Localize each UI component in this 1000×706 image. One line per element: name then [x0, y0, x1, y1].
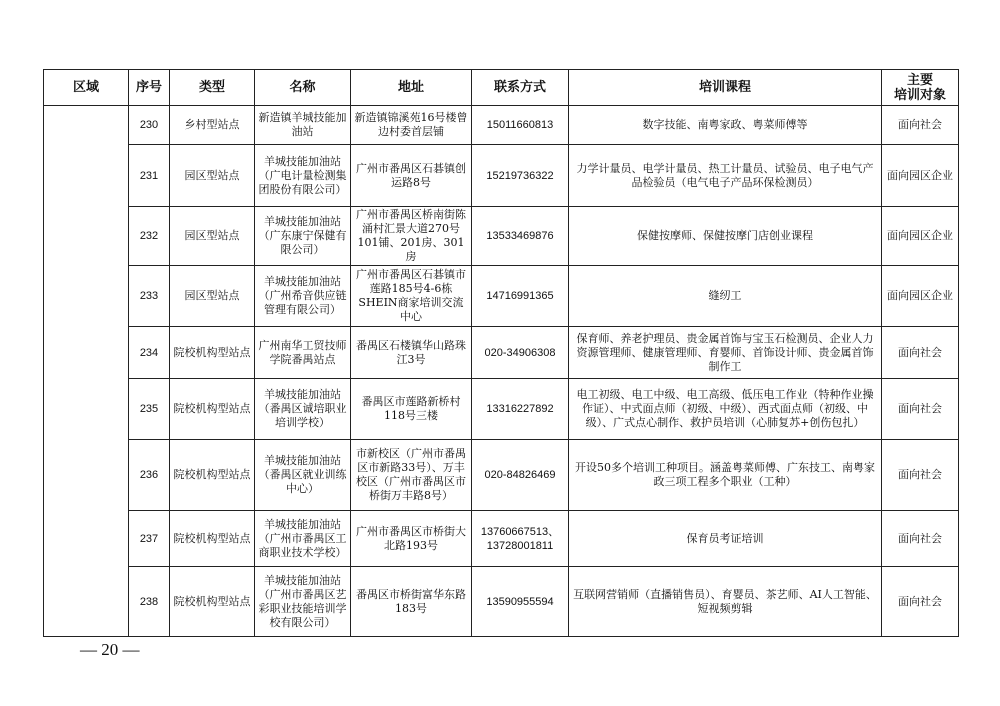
row-contact: 15219736322 [472, 145, 569, 207]
row-type: 院校机构型站点 [170, 440, 255, 511]
training-sites-table [43, 69, 959, 637]
row-target: 面向园区企业 [882, 266, 959, 327]
row-address: 番禺区市莲路新桥村118号三楼 [351, 379, 472, 440]
row-seq: 231 [129, 145, 170, 207]
row-address: 广州市番禺区石碁镇创运路8号 [351, 145, 472, 207]
row-type: 园区型站点 [170, 266, 255, 327]
row-name: 羊城技能加油站（广电计量检测集团股份有限公司） [255, 145, 351, 207]
table-row [44, 567, 959, 637]
header-contact: 联系方式 [472, 70, 569, 106]
row-seq: 232 [129, 207, 170, 266]
row-name: 羊城技能加油站（广州市番禺区工商职业技术学校） [255, 511, 351, 567]
row-contact: 13590955594 [472, 567, 569, 637]
row-target: 面向社会 [882, 327, 959, 379]
row-contact: 15011660813 [472, 106, 569, 145]
row-address: 番禺区石楼镇华山路珠江3号 [351, 327, 472, 379]
row-address: 广州市番禺区桥南街陈涌村汇景大道270号101铺、201房、301房 [351, 207, 472, 266]
row-type: 院校机构型站点 [170, 511, 255, 567]
row-contact: 13533469876 [472, 207, 569, 266]
row-seq: 236 [129, 440, 170, 511]
row-name: 羊城技能加油站（广州市番禺区艺彩职业技能培训学校有限公司） [255, 567, 351, 637]
page-number: — 20 — [80, 640, 140, 659]
row-type: 院校机构型站点 [170, 379, 255, 440]
row-address: 番禺区市桥街富华东路183号 [351, 567, 472, 637]
row-name: 羊城技能加油站（番禺区诚培职业培训学校） [255, 379, 351, 440]
row-target: 面向社会 [882, 440, 959, 511]
table-row [44, 379, 959, 440]
table-row [44, 106, 959, 145]
row-course: 数字技能、南粤家政、粤菜师傅等 [569, 106, 882, 145]
row-course: 开设50多个培训工种项目。涵盖粤菜师傅、广东技工、南粤家政三项工程多个职业（工种） [569, 440, 882, 511]
row-course: 互联网营销师（直播销售员）、育婴员、茶艺师、AI人工智能、短视频剪辑 [569, 567, 882, 637]
table-row [44, 207, 959, 266]
region-cell [44, 106, 129, 637]
row-seq: 235 [129, 379, 170, 440]
row-seq: 230 [129, 106, 170, 145]
header-seq: 序号 [129, 70, 170, 106]
row-type: 园区型站点 [170, 207, 255, 266]
row-type: 院校机构型站点 [170, 567, 255, 637]
row-type: 园区型站点 [170, 145, 255, 207]
header-type: 类型 [170, 70, 255, 106]
row-name: 广州南华工贸技师学院番禺站点 [255, 327, 351, 379]
table-row [44, 327, 959, 379]
row-target: 面向社会 [882, 106, 959, 145]
header-target: 主要 培训对象 [882, 70, 959, 106]
row-target: 面向社会 [882, 567, 959, 637]
row-seq: 234 [129, 327, 170, 379]
row-name: 羊城技能加油站（广东康宁保健有限公司） [255, 207, 351, 266]
row-address: 广州市番禺区市桥街大北路193号 [351, 511, 472, 567]
row-contact: 13316227892 [472, 379, 569, 440]
row-type: 院校机构型站点 [170, 327, 255, 379]
row-name: 新造镇羊城技能加油站 [255, 106, 351, 145]
row-seq: 237 [129, 511, 170, 567]
table-row [44, 145, 959, 207]
row-type: 乡村型站点 [170, 106, 255, 145]
table-row [44, 511, 959, 567]
row-name: 羊城技能加油站（番禺区就业训练中心） [255, 440, 351, 511]
row-name: 羊城技能加油站（广州希音供应链管理有限公司） [255, 266, 351, 327]
row-course: 保健按摩师、保健按摩门店创业课程 [569, 207, 882, 266]
table-row [44, 266, 959, 327]
row-course: 电工初级、电工中级、电工高级、低压电工作业（特种作业操作证）、中式面点师（初级、中级）、西式面点师（初级、中级）、广式点心制作、救护员培训（心肺复苏+创伤包扎） [569, 379, 882, 440]
row-address: 广州市番禺区石碁镇市莲路185号4-6栋SHEIN商家培训交流中心 [351, 266, 472, 327]
row-target: 面向社会 [882, 379, 959, 440]
row-course: 力学计量员、电学计量员、热工计量员、试验员、电子电气产品检验员（电气电子产品环保检测员） [569, 145, 882, 207]
header-row [44, 70, 959, 106]
row-seq: 238 [129, 567, 170, 637]
header-address: 地址 [351, 70, 472, 106]
row-target: 面向园区企业 [882, 207, 959, 266]
row-course: 缝纫工 [569, 266, 882, 327]
row-course: 保育师、养老护理员、贵金属首饰与宝玉石检测员、企业人力资源管理师、健康管理师、育婴师、首饰设计师、贵金属首饰制作工 [569, 327, 882, 379]
row-contact: 13760667513、13728001811 [472, 511, 569, 567]
row-target: 面向社会 [882, 511, 959, 567]
row-course: 保育员考证培训 [569, 511, 882, 567]
header-name: 名称 [255, 70, 351, 106]
row-seq: 233 [129, 266, 170, 327]
row-contact: 14716991365 [472, 266, 569, 327]
row-target: 面向园区企业 [882, 145, 959, 207]
row-address: 新造镇锦溪苑16号楼曾边村委首层铺 [351, 106, 472, 145]
row-contact: 020-84826469 [472, 440, 569, 511]
table-row [44, 440, 959, 511]
row-address: 市新校区（广州市番禺区市新路33号）、万丰校区（广州市番禺区市桥街万丰路8号） [351, 440, 472, 511]
row-contact: 020-34906308 [472, 327, 569, 379]
header-region: 区域 [44, 70, 129, 106]
header-course: 培训课程 [569, 70, 882, 106]
